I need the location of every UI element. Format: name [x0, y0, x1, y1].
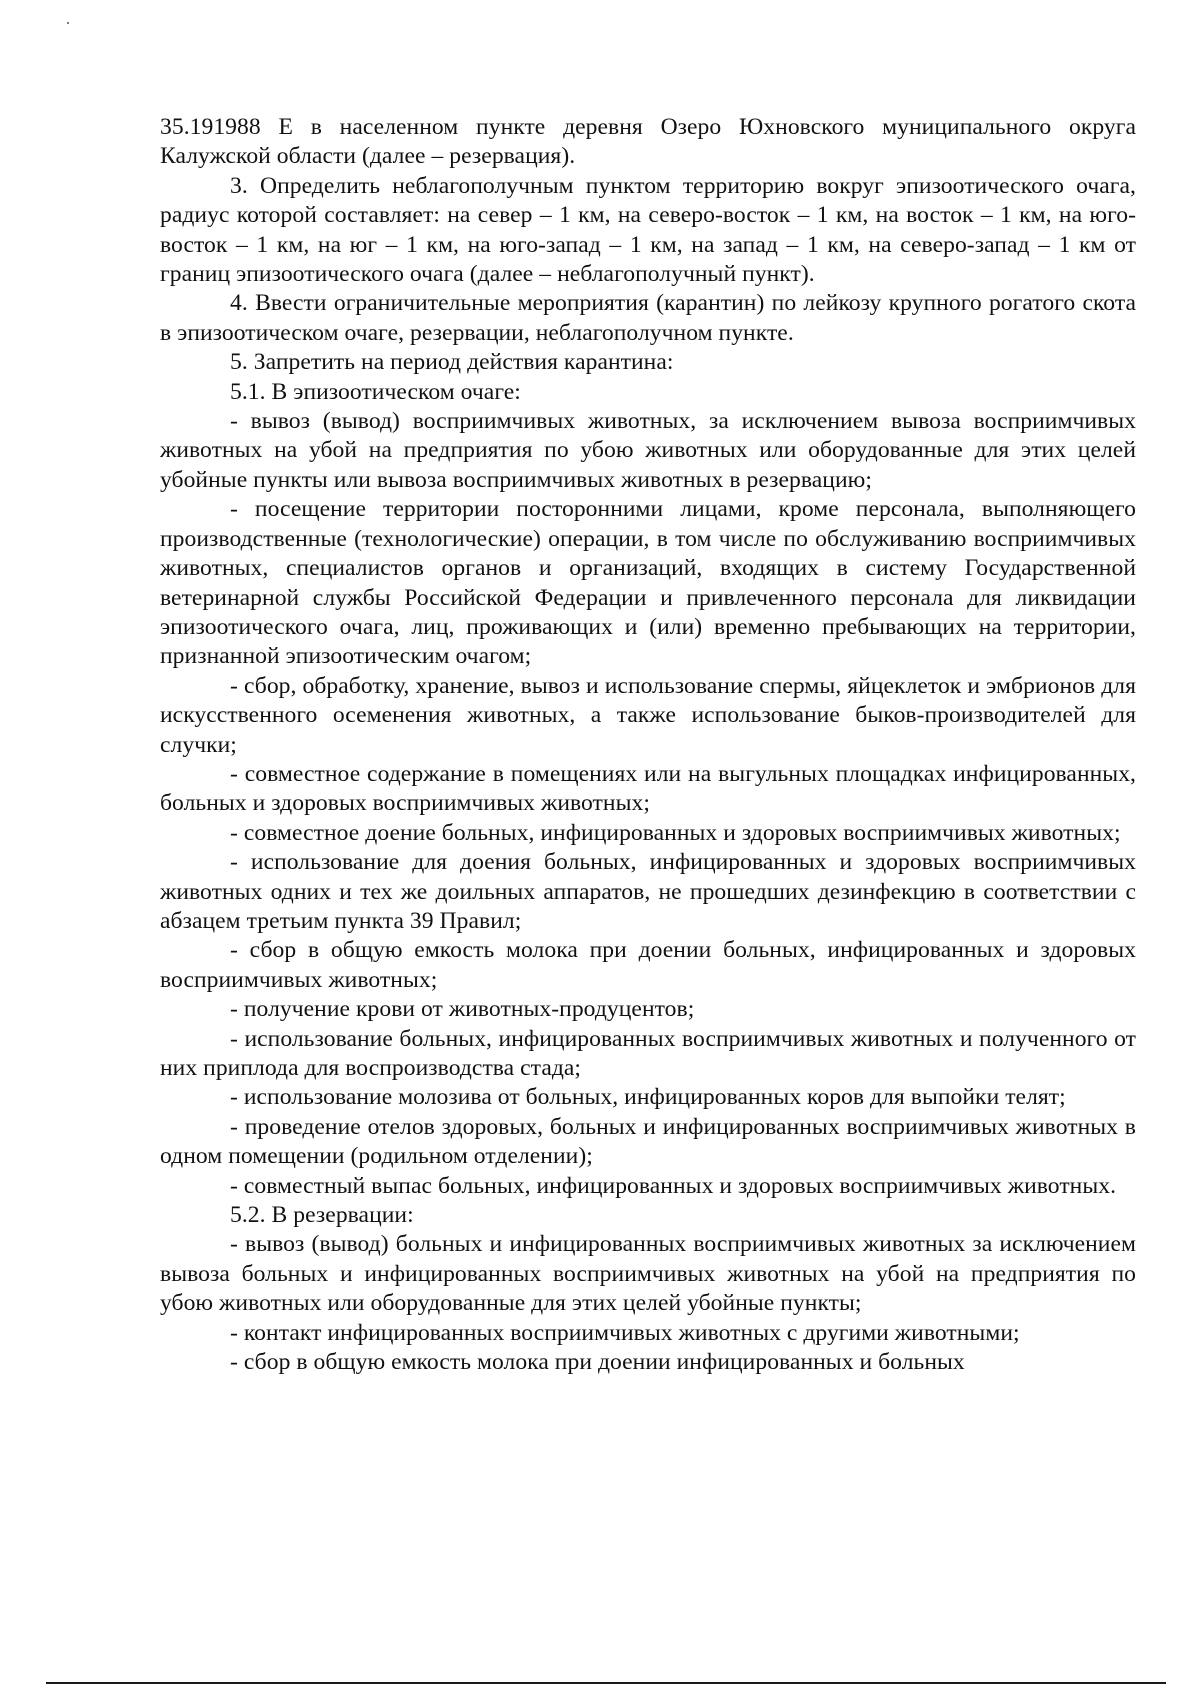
list-item: - сбор, обработку, хранение, вывоз и использование спермы, яйцеклеток и эмбрионов для искусственного осеменения животных, а также использование быков-производителей для случки;	[160, 672, 1136, 758]
document-body	[160, 113, 1136, 1377]
list-item: - посещение территории посторонними лицами, кроме персонала, выполняющего производственные (технологические) операции, в том числе по обслуживанию восприимчивых животных, специалистов органов и организаций, входящих в систему Государственной ветеринарной службы Российской Федерации и привлеченного персонала для ликвидации эпизоотического очага, лиц, проживающих и (или) временно пребывающих на территории, признанной эпизоотическим очагом;	[160, 496, 1136, 670]
scan-speck	[67, 22, 69, 24]
paragraph-item-3: 3. Определить неблагополучным пунктом территорию вокруг эпизоотического очага, радиус которой составляет: на север – 1 км, на северо-восток – 1 км, на восток – 1 км, на юго-восток – 1 км, на юг – 1 км, на юго-запад – 1 км, на запад – 1 км, на северо-запад – 1 км от границ эпизоотического очага (далее – неблагополучный пункт).	[160, 172, 1136, 288]
list-item: - вывоз (вывод) больных и инфицированных восприимчивых животных за исключением вывоза больных и инфицированных восприимчивых животных на убой на предприятия по убою животных или оборудованные для этих целей убойные пункты;	[160, 1231, 1136, 1317]
list-item: - использование больных, инфицированных восприимчивых животных и полученного от них приплода для воспроизводства стада;	[160, 1025, 1136, 1081]
page-bottom-rule	[46, 1682, 1166, 1684]
list-item: - получение крови от животных-продуцентов;	[230, 996, 695, 1023]
paragraph-item-5: 5. Запретить на период действия карантина:	[230, 349, 674, 376]
paragraph-item-4: 4. Ввести ограничительные мероприятия (карантин) по лейкозу крупного рогатого скота в эпизоотическом очаге, резервации, неблагополучном пункте.	[160, 290, 1136, 346]
subsection-5-2-heading: 5.2. В резервации:	[230, 1202, 414, 1229]
paragraph-continuation: 35.191988 E в населенном пункте деревня Озеро Юхновского муниципального округа Калужской области (далее – резервация).	[160, 114, 1136, 170]
list-item: - совместный выпас больных, инфицированных и здоровых восприимчивых животных.	[230, 1172, 1117, 1199]
list-item: - совместное доение больных, инфицированных и здоровых восприимчивых животных;	[230, 819, 1121, 846]
list-item: - совместное содержание в помещениях или на выгульных площадках инфицированных, больных и здоровых восприимчивых животных;	[160, 760, 1136, 817]
list-item: - проведение отелов здоровых, больных и инфицированных восприимчивых животных в одном помещении (родильном отделении);	[160, 1113, 1136, 1170]
list-item: - сбор в общую емкость молока при доении больных, инфицированных и здоровых восприимчивых животных;	[160, 937, 1136, 993]
list-item: - использование для доения больных, инфицированных и здоровых восприимчивых животных одних и тех же доильных аппаратов, не прошедших дезинфекцию в соответствии с абзацем третьим пункта 39 Правил;	[160, 849, 1136, 934]
subsection-5-1-heading: 5.1. В эпизоотическом очаге:	[230, 378, 521, 405]
list-item: - контакт инфицированных восприимчивых животных с другими животными;	[230, 1319, 1020, 1346]
list-item: - использование молозива от больных, инфицированных коров для выпойки телят;	[230, 1084, 1066, 1111]
list-item: - вывоз (вывод) восприимчивых животных, за исключением вывоза восприимчивых животных на убой на предприятия по убою животных или оборудованные для этих целей убойные пункты или вывоза восприимчивых животных в резервацию;	[160, 408, 1136, 493]
list-item: - сбор в общую емкость молока при доении инфицированных и больных	[230, 1349, 965, 1376]
